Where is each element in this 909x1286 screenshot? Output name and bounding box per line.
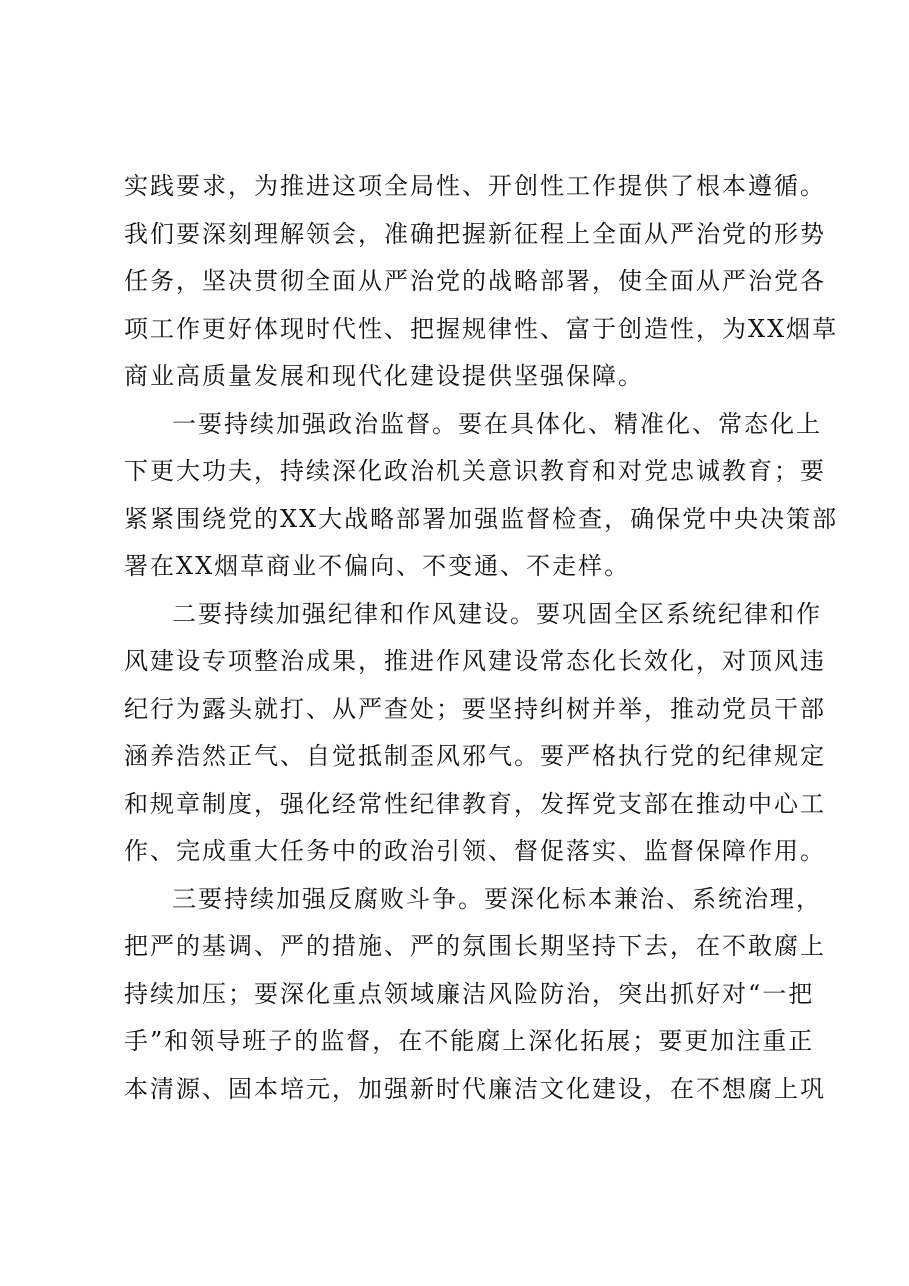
- paragraph-2: [124, 401, 839, 591]
- paragraph-1: [124, 163, 839, 401]
- text-line: 作、完成重大任务中的政治引领、督促落实、监督保障作用。: [124, 837, 826, 865]
- text-line: 涵养浩然正气、自觉抵制歪风邪气。要严格执行党的纪律规定: [124, 742, 826, 770]
- text-line: 紧紧围绕党的XX大战略部署加强监督检查，确保党中央决策部: [124, 504, 839, 533]
- text-line: 我们要深刻理解领会，准确把握新征程上全面从严治党的形势: [124, 219, 826, 248]
- text-line: 任务，坚决贯彻全面从严治党的战略部署，使全面从严治党各: [124, 267, 826, 295]
- text-line: 一要持续加强政治监督。要在具体化、精准化、常态化上: [172, 409, 822, 438]
- text-line: 署在XX烟草商业不偏向、不变通、不走样。: [124, 552, 631, 580]
- text-line: 纪行为露头就打、从严查处；要坚持纠树并举，推动党员干部: [124, 694, 826, 723]
- text-line: 风建设专项整治成果，推进作风建设常态化长效化，对顶风违: [124, 647, 826, 675]
- text-line: 和规章制度，强化经常性纪律教育，发挥党支部在推动中心工: [124, 789, 826, 818]
- text-line: 实践要求，为推进这项全局性、开创性工作提供了根本遵循。: [124, 172, 826, 200]
- document-body: [124, 163, 839, 1113]
- text-line: 持续加压；要深化重点领域廉洁风险防治，突出抓好对“一把: [124, 979, 815, 1008]
- text-line: 把严的基调、严的措施、严的氛围长期坚持下去，在不敢腐上: [124, 932, 826, 960]
- text-line: 下更大功夫，持续深化政治机关意识教育和对党忠诚教育；要: [124, 457, 826, 485]
- text-line: 手”和领导班子的监督，在不能腐上深化拓展；要更加注重正: [124, 1027, 815, 1055]
- text-line: 二要持续加强纪律和作风建设。要巩固全区系统纪律和作: [172, 599, 822, 628]
- paragraph-3: [124, 591, 826, 876]
- text-line: 商业高质量发展和现代化建设提供坚强保障。: [124, 362, 644, 390]
- text-line: 项工作更好体现时代性、把握规律性、富于创造性，为XX烟草: [124, 314, 839, 343]
- text-line: 本清源、固本培元，加强新时代廉洁文化建设，在不想腐上巩: [124, 1074, 826, 1103]
- paragraph-4: [124, 876, 826, 1114]
- text-line: 三要持续加强反腐败斗争。要深化标本兼治、系统治理，: [172, 884, 822, 913]
